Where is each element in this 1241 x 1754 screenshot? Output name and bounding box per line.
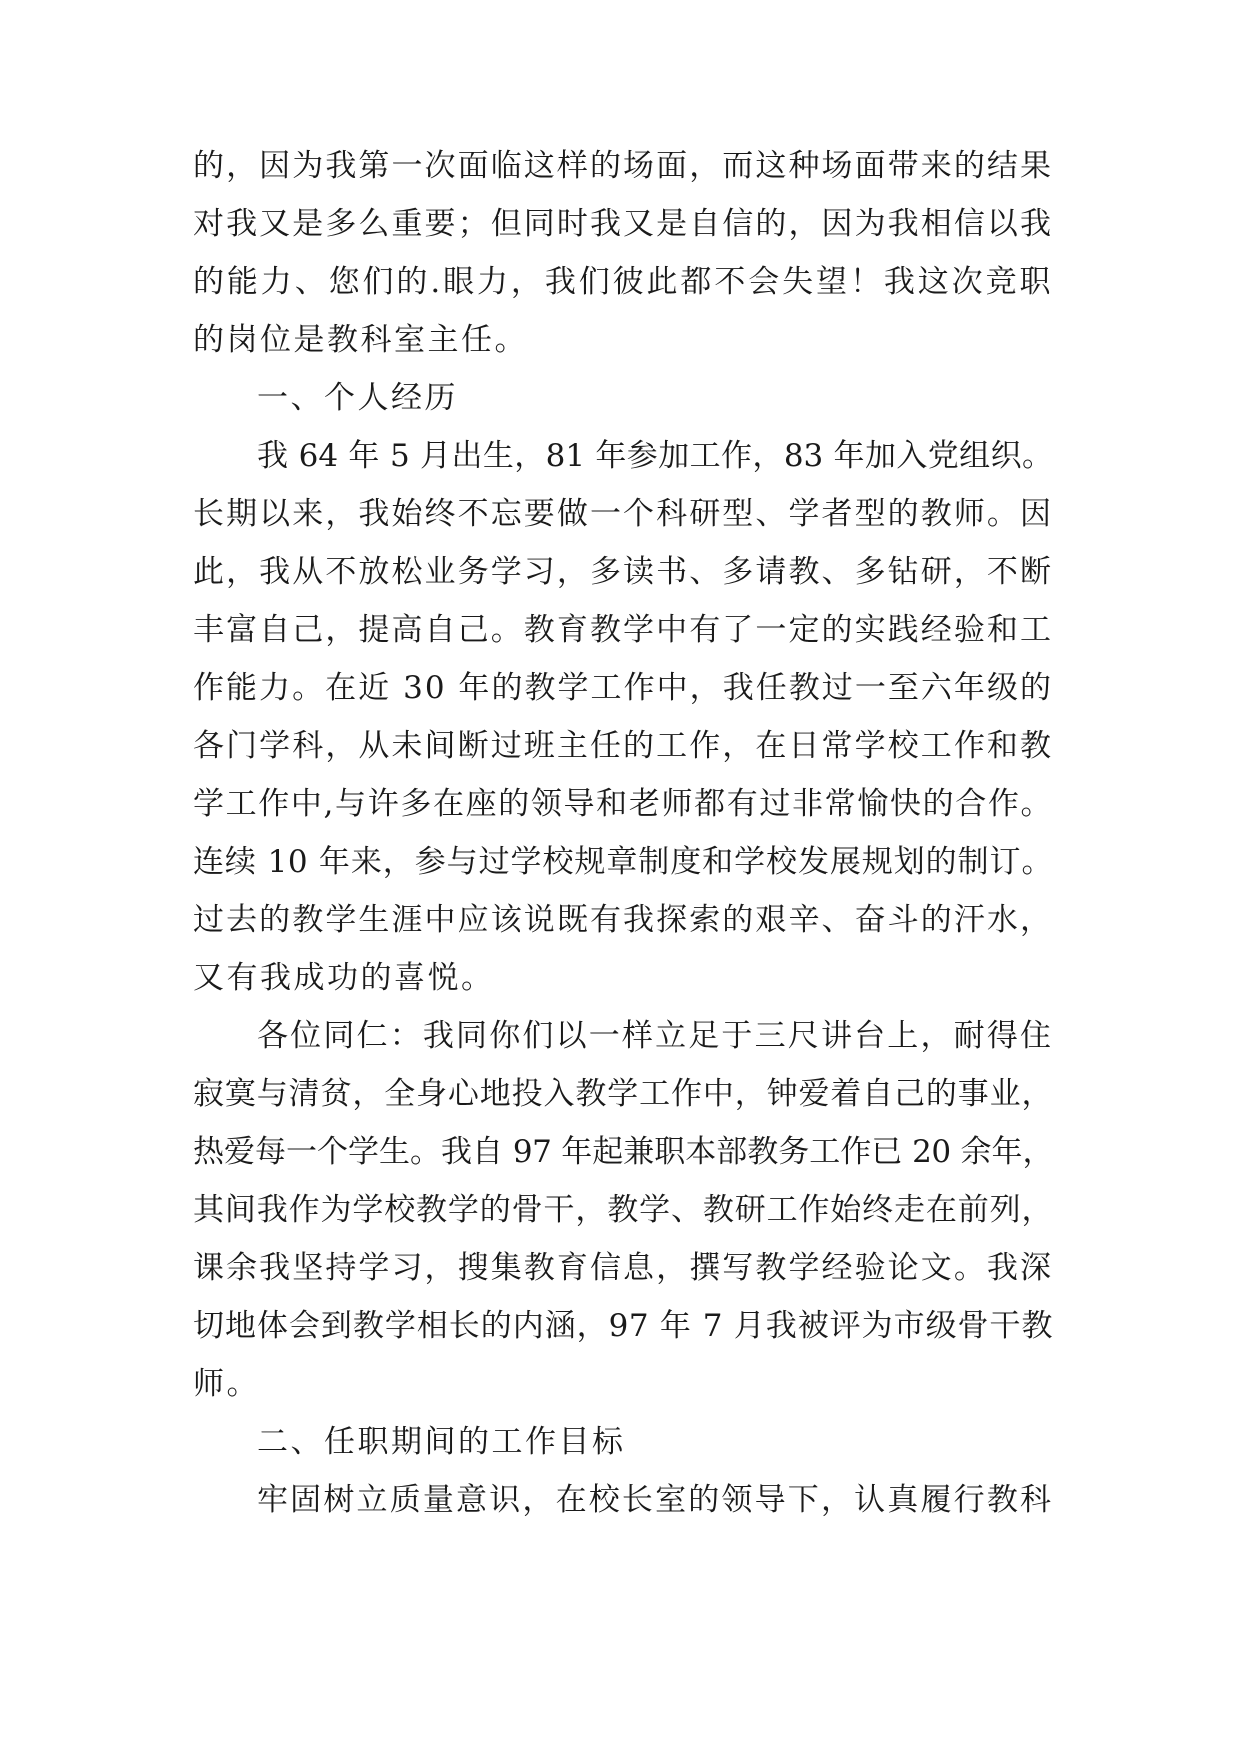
- text-line: 其间我作为学校教学的骨干，教学、教研工作始终走在前列，: [193, 1192, 1053, 1228]
- section-heading: 一、个人经历: [257, 380, 458, 416]
- text-line: 的能力、您们的.眼力，我们彼此都不会失望！我这次竞职: [193, 264, 1053, 300]
- text-line: 又有我成功的喜悦。: [193, 960, 495, 996]
- text-line: 的，因为我第一次面临这样的场面，而这种场面带来的结果: [193, 148, 1053, 184]
- text-line: 的岗位是教科室主任。: [193, 322, 528, 358]
- text-line: 各位同仁：我同你们以一样立足于三尺讲台上，耐得住: [257, 1018, 1053, 1054]
- text-line: 切地体会到教学相长的内涵，97 年 7 月我被评为市级骨干教: [193, 1308, 1053, 1344]
- text-line: 过去的教学生涯中应该说既有我探索的艰辛、奋斗的汗水，: [193, 902, 1053, 938]
- text-line: 热爱每一个学生。我自 97 年起兼职本部教务工作已 20 余年，: [193, 1134, 1053, 1170]
- text-line: 学工作中,与许多在座的领导和老师都有过非常愉快的合作。: [193, 786, 1053, 822]
- text-line: 寂寞与清贫，全身心地投入教学工作中，钟爱着自己的事业，: [193, 1076, 1053, 1112]
- text-line: 课余我坚持学习，搜集教育信息，撰写教学经验论文。我深: [193, 1250, 1053, 1286]
- text-line: 我 64 年 5 月出生，81 年参加工作，83 年加入党组织。: [257, 438, 1053, 474]
- text-line: 师。: [193, 1366, 260, 1402]
- text-line: 此，我从不放松业务学习，多读书、多请教、多钻研，不断: [193, 554, 1053, 590]
- section-heading: 二、任职期间的工作目标: [257, 1424, 626, 1460]
- text-line: 丰富自己，提高自己。教育教学中有了一定的实践经验和工: [193, 612, 1053, 648]
- text-line: 连续 10 年来，参与过学校规章制度和学校发展规划的制订。: [193, 844, 1053, 880]
- text-line: 各门学科，从未间断过班主任的工作，在日常学校工作和教: [193, 728, 1053, 764]
- text-line: 牢固树立质量意识，在校长室的领导下，认真履行教科: [257, 1482, 1053, 1518]
- text-line: 长期以来，我始终不忘要做一个科研型、学者型的教师。因: [193, 496, 1053, 532]
- text-line: 作能力。在近 30 年的教学工作中，我任教过一至六年级的: [193, 670, 1053, 706]
- text-line: 对我又是多么重要；但同时我又是自信的，因为我相信以我: [193, 206, 1053, 242]
